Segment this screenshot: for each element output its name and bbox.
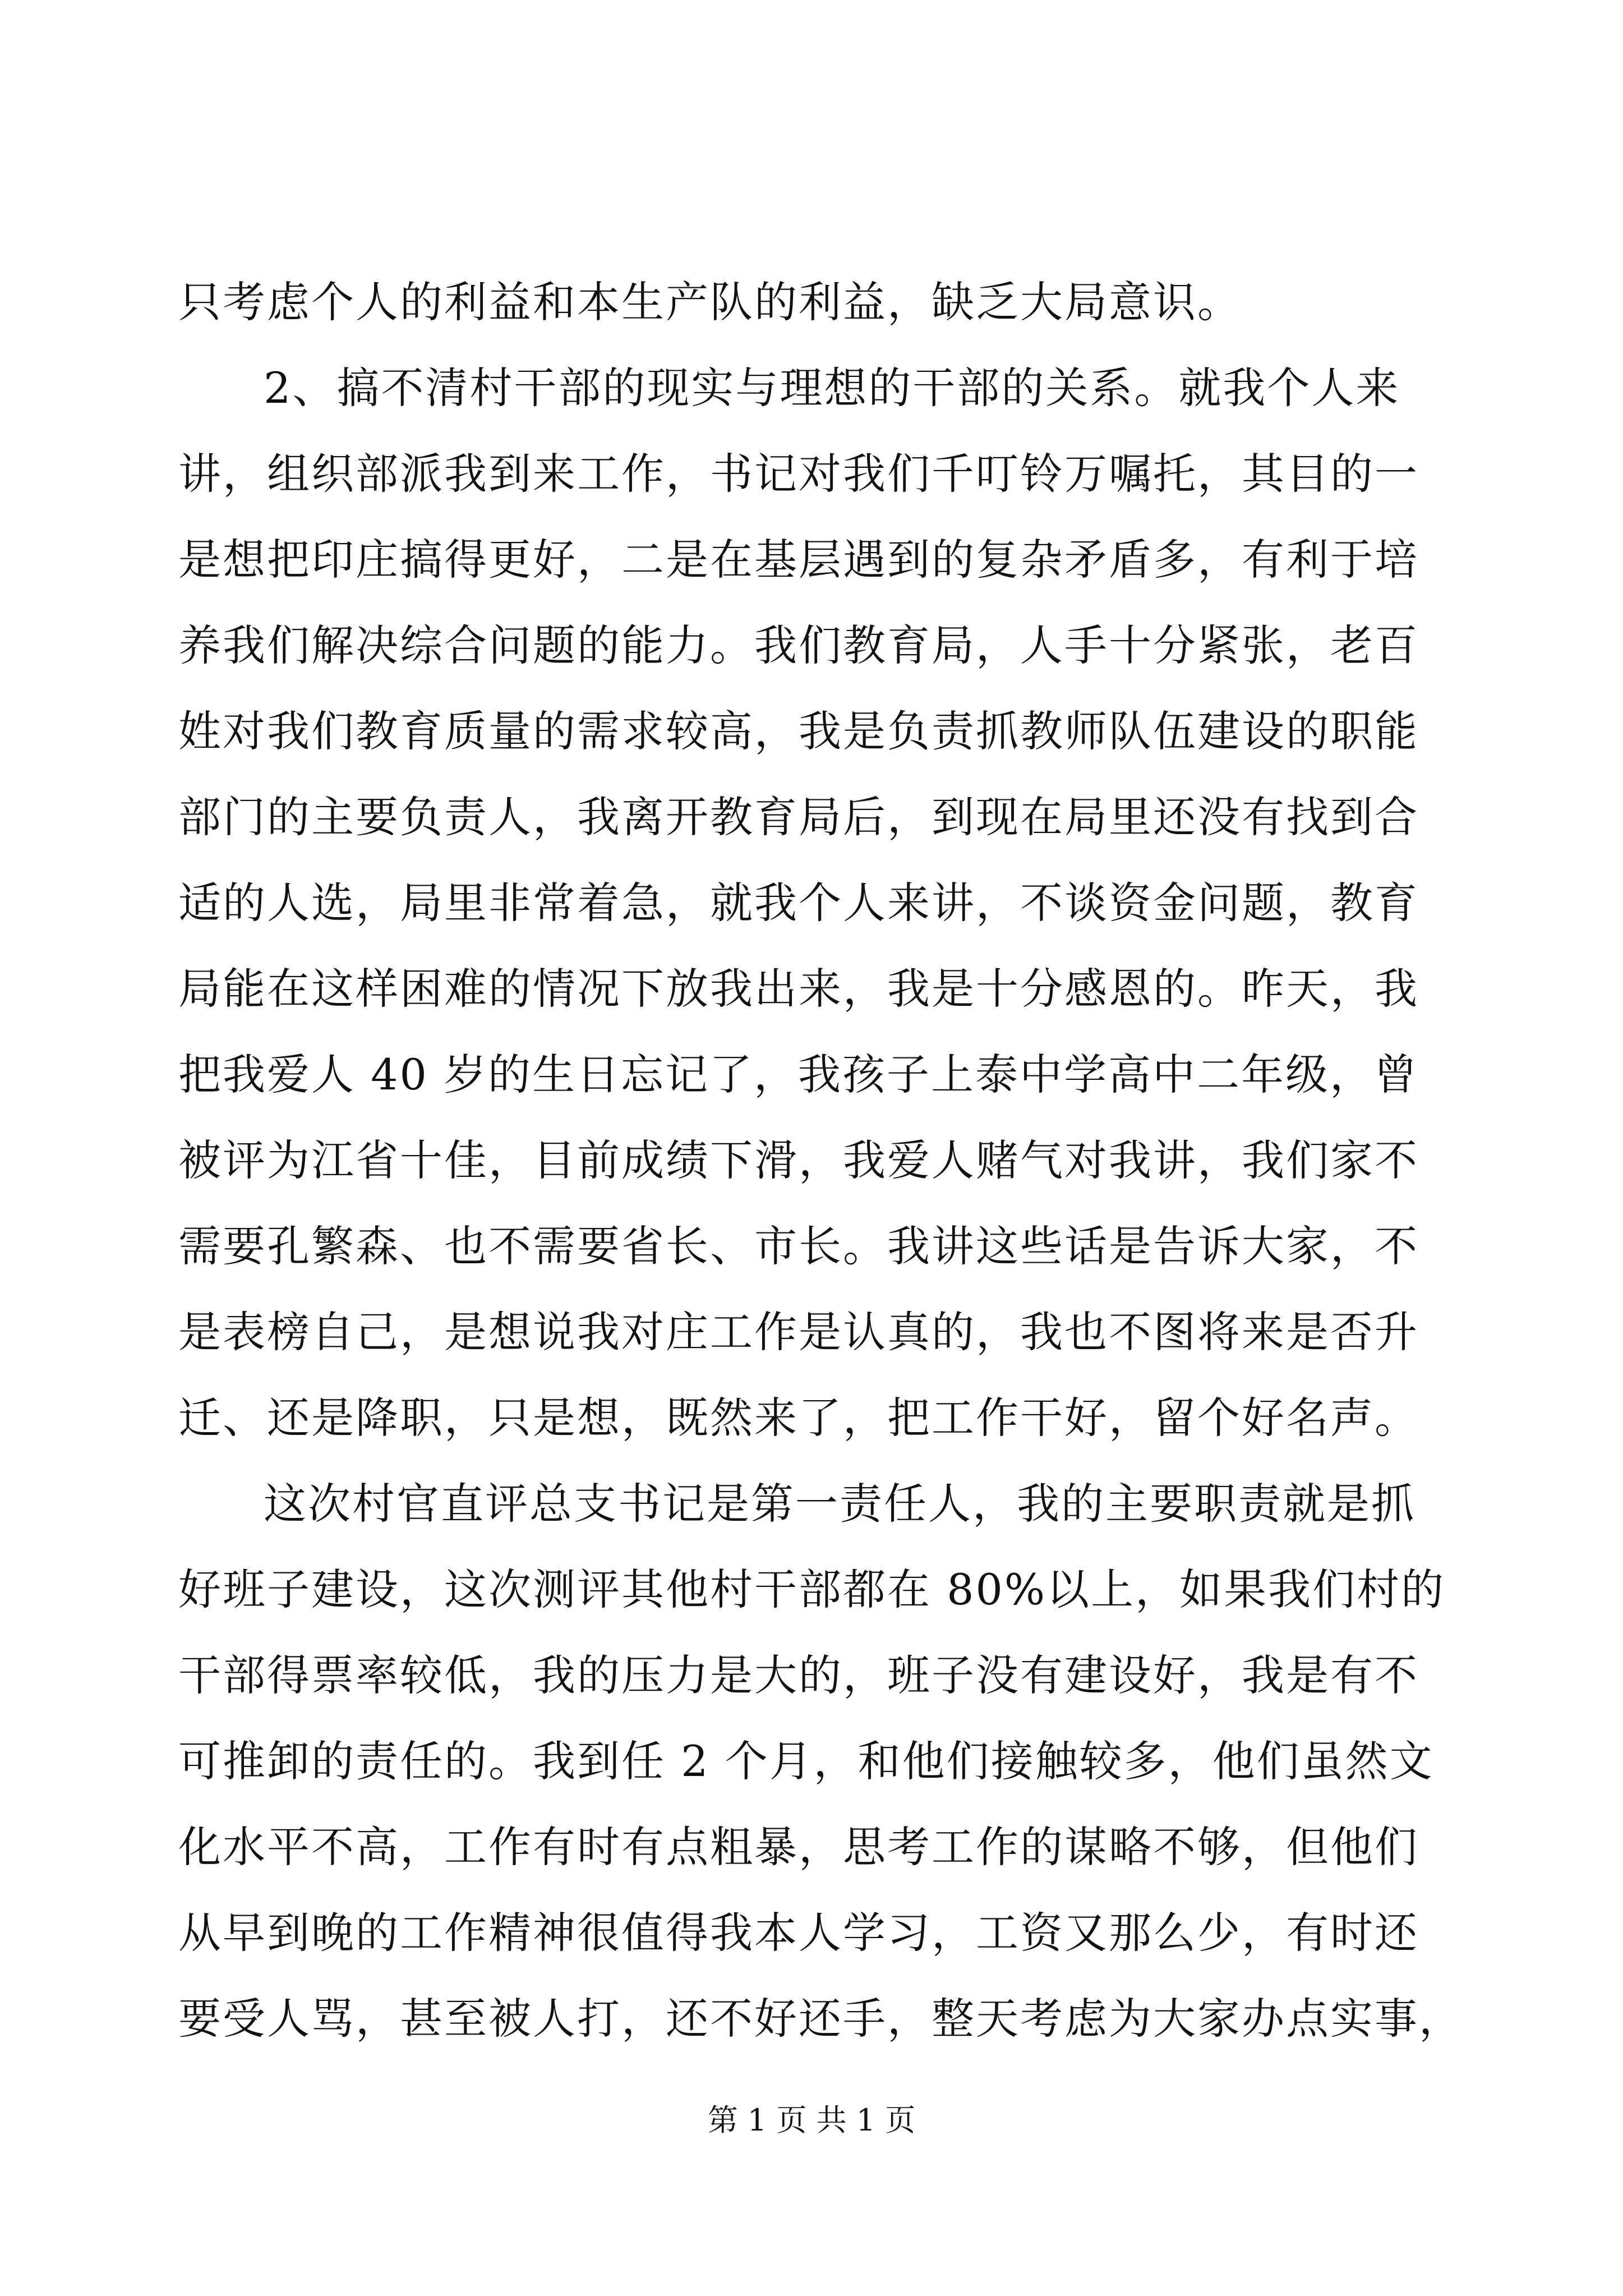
text-line-19: 化水平不高，工作有时有点粗暴，思考工作的谋略不够，但他们	[178, 1822, 1419, 1872]
text-line-21: 要受人骂，甚至被人打，还不好还手，整天考虑为大家办点实事，	[178, 1994, 1463, 2044]
text-line-7: 部门的主要负责人，我离开教育局后，到现在局里还没有找到合	[178, 792, 1419, 842]
text-line-3: 讲，组织部派我到来工作，书记对我们千叮铃万嘱托，其目的一	[178, 449, 1419, 499]
paragraph-2-line-1: 2、搞不清村干部的现实与理想的干部的关系。就我个人来	[264, 363, 1400, 413]
text-line-20: 从早到晚的工作精神很值得我本人学习，工资又那么少，有时还	[178, 1908, 1419, 1958]
page-number-footer: 第 1 页 共 1 页	[707, 2102, 916, 2138]
text-line-8: 适的人选，局里非常着急，就我个人来讲，不谈资金问题，教育	[178, 878, 1419, 928]
text-line-12: 需要孔繁森、也不需要省长、市长。我讲这些话是告诉大家，不	[178, 1221, 1419, 1271]
text-line-1: 只考虑个人的利益和本生产队的利益，缺乏大局意识。	[178, 277, 1242, 327]
text-line-17: 干部得票率较低，我的压力是大的，班子没有建设好，我是有不	[178, 1650, 1419, 1700]
text-line-6: 姓对我们教育质量的需求较高，我是负责抓教师队伍建设的职能	[178, 706, 1419, 756]
text-line-13: 是表榜自己，是想说我对庄工作是认真的，我也不图将来是否升	[178, 1307, 1419, 1357]
text-line-10: 把我爱人 40 岁的生日忘记了，我孩子上泰中学高中二年级，曾	[178, 1050, 1419, 1099]
text-line-14: 迁、还是降职，只是想，既然来了，把工作干好，留个好名声。	[178, 1393, 1419, 1443]
text-line-16: 好班子建设，这次测评其他村干部都在 80%以上，如果我们村的	[178, 1565, 1446, 1614]
text-line-11: 被评为江省十佳，目前成绩下滑，我爱人赌气对我讲，我们家不	[178, 1135, 1419, 1185]
text-line-5: 养我们解决综合问题的能力。我们教育局，人手十分紧张，老百	[178, 620, 1419, 670]
text-line-18: 可推卸的责任的。我到任 2 个月，和他们接触较多，他们虽然文	[178, 1736, 1434, 1786]
text-line-4: 是想把印庄搞得更好，二是在基层遇到的复杂矛盾多，有利于培	[178, 535, 1419, 585]
text-line-9: 局能在这样困难的情况下放我出来，我是十分感恩的。昨天，我	[178, 964, 1419, 1014]
paragraph-3-line-1: 这次村官直评总支书记是第一责任人，我的主要职责就是抓	[264, 1479, 1415, 1529]
document-body	[178, 259, 1463, 2062]
